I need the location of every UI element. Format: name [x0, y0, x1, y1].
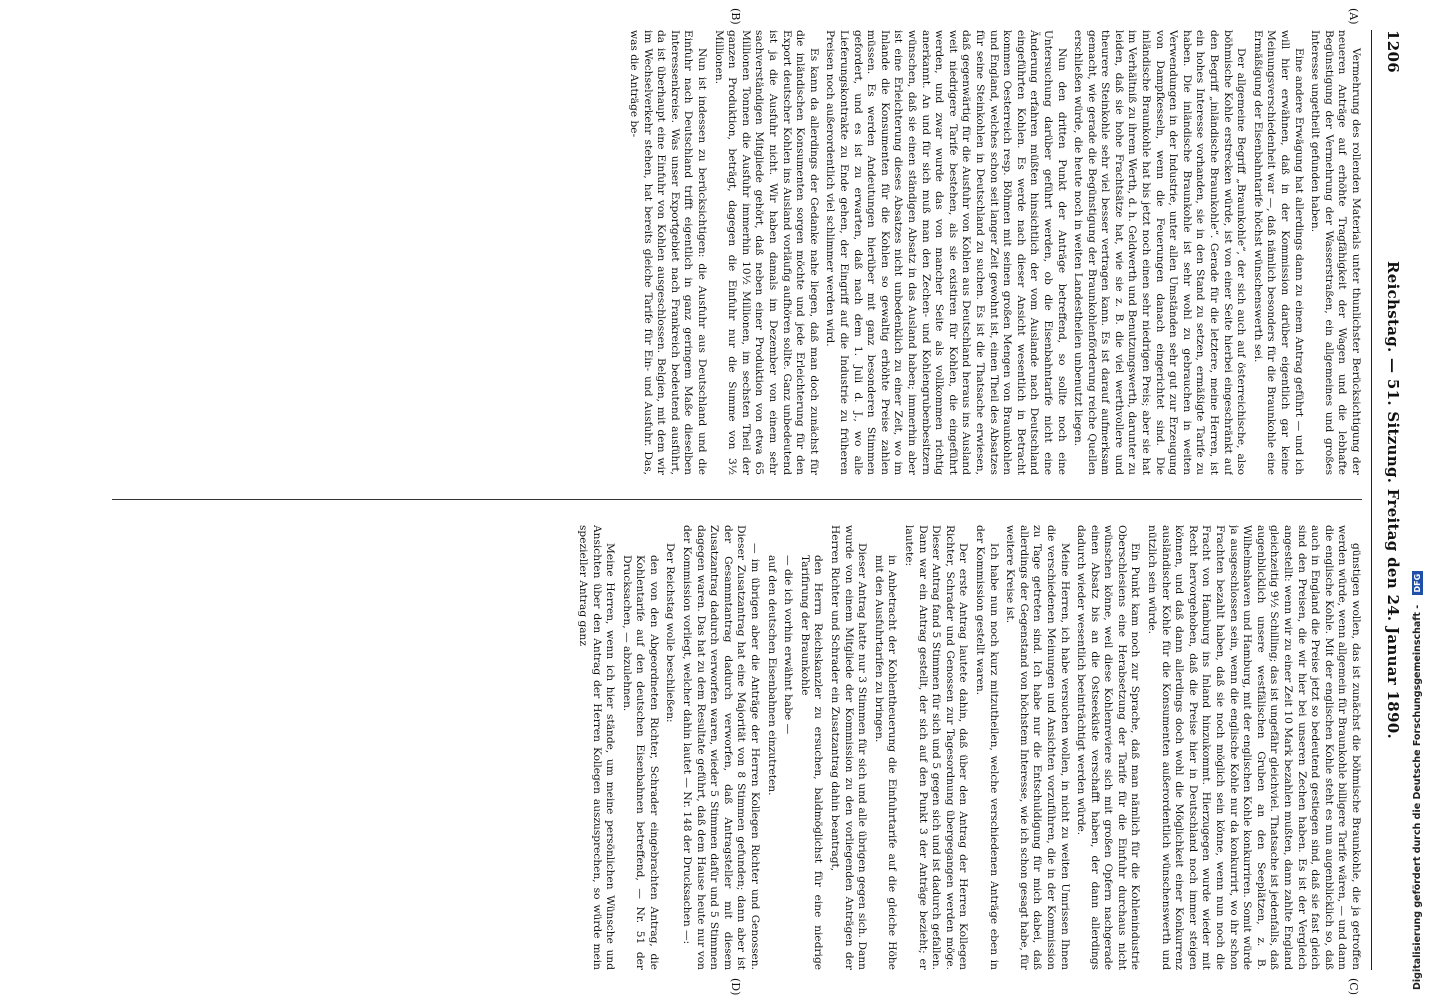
paragraph: Dieser Antrag hatte nur 3 Stimmen für sich und alle übrigen gegen sich. Dann wurde von einem Mitgliede der Kommission zu den vorliegenden Anträgen der Herren Richter und Schrader ein Zusatzantrag dahin beantragt, [829, 525, 869, 970]
digitization-credit [1412, 10, 1423, 990]
page-number: 1206 [1384, 30, 1402, 73]
margin-marker-d: (D) [729, 978, 742, 996]
header-title: Reichstag. — 51. Sitzung. Freitag den 24. Januar 1890. [1384, 260, 1402, 740]
paragraph: Meine Herren, ich habe versuchen wollen, in nicht zu weiten Umrissen Ihnen die verschiedenen Meinungen und Ansichten vorzuführen, die in der Kommission zu Tage getreten sind. Ich habe nur die Entschuldigung für mich dabei, daß allerdings der Gegenstand von höchstem Interesse, wie ich schon gesagt habe, für weitere Kreise ist. [1004, 525, 1071, 970]
quoted-motion: den Herrn Reichskanzler zu ersuchen, baldmöglichst für eine niedrige Tarifirung der Braunkohle [798, 555, 825, 970]
paragraph: — im übrigen aber die Anträge der Herren Kollegen Richter und Genossen. Dieser Zusatzantrag hat eine Majorität von 8 Stimmen gefunden; dann aber ist der Gesammtantrag dadurch verworfen, daß Antragsteller mit diesem Zusatzantrag dadurch verworfen waren, wieder 5 Stimmen dafür und 5 Stimmen dagegen waren. Das hat zu dem Resultate geführt, daß dem Hause heute nur von der Kommission vorliegt, welcher dahin lautet — Nr. 148 der Drucksachen —: [681, 525, 762, 970]
quoted-motion: in Anbetracht der Kohlentheuerung die Einfuhrtarife auf die gleiche Höhe mit den Ausfuhrtarifen zu bringen. [872, 555, 899, 970]
paragraph: Ein Punkt kam noch zur Sprache, daß man nämlich für die Kohlenindustrie Oberschlesiens eine Herabsetzung der Tarife für die Einfuhr durchaus nicht wünschen könne, weil diese Kohlenreviere sich mit großen Opfern nachgerade einen Absatz bis an die Ostseeküste verschafft haben, der dann allerdings dadurch wieder wesentlich beeinträchtigt werden würde. [1075, 525, 1142, 970]
quoted-aside: — die ich vorhin erwähnt habe — [782, 555, 795, 735]
paragraph: Ich habe nun noch kurz mitzutheilen, welche verschiedenen Anträge eben in der Kommission gestellt waren. [973, 525, 1000, 970]
paragraph: Meine Herren, wenn ich hier stände, um meine persönlichen Wünsche und Ansichten über den Antrag der Herren Kollegen auszusprechen, so würde mein spezieller Antrag ganz [576, 525, 617, 970]
margin-marker-c: (C) [1347, 978, 1360, 995]
paragraph: Nun den dritten Punkt der Anträge betreffend, so sollte noch eine Untersuchung darüber geführt werden, ob die Eisenbahntarife nicht eine Änderung erfahren müßten hinsichtlich der vom Auslande nach Deutschland eingeführten Kohlen. Es werde nach dieser Ansicht wesentlich in Betracht kommen Oesterreich resp. Böhmen mit seinen großen Mengen von Braunkohlen und England, welches schon seit langer Zeit gewohnt ist, einen Theil des Absatzes für seine Steinkohlen in Deutschland zu suchen. Es ist die Thatsache erwiesen, daß gegenwärtig für die Ausfuhr von Kohlen aus Deutschland heraus ins Ausland weit niedrigere Tarife bestehen, als sie existiren für Kohlen, die eingeführt werden, und zwar wurde das von mancher Seite als vollkommen richtig anerkannt. An und für sich muß man den Zechen- und Kohlengrubenbesitzern wünschen, daß sie einen ständigen Absatz in das Ausland haben; immerhin aber ist eine Erleichterung dieses Absatzes nicht unbedenklich zu einer Zeit, wo im Inlande die Konsumenten für die Kohlen so gewaltig erhöhte Preise zahlen müssen. Es werden Andeutungen hierüber mit ganz besonderen Stimmen gefordert, und es ist zu erwarten, daß nach dem 1. Juli d. J., wo alle Lieferungskontrakte zu Ende gehen, der Eingriff auf die Industrie zu früheren Preisen noch außerordentlich viel schlimmer werden wird. [824, 30, 1068, 475]
right-column [112, 525, 1362, 970]
quoted-motion: den von den Abgeordneten Richter, Schrader eingebrachten Antrag, die Kohlentarife auf den deutschen Eisenbahnen betreffend, — Nr. 51 der Drucksachen, — abzulehnen. [620, 555, 660, 970]
paragraph: Der Reichstag wolle beschließen: [664, 543, 677, 723]
paragraph: Es kann da allerdings der Gedanke nahe liegen, daß man doch zunächst für die inländischen Konsumenten sorgen möchte und jede Erleichterung für den Export deutscher Kohlen ins Ausland vorläufig aufhören sollte. Ganz unbedeutend ist ja die Ausfuhr nicht. Wir haben damals im Dezember von einem sehr sachverständigen Mitgliede gehört, daß neben einer Produktion von etwa 65 Millionen Tonnen die Ausfuhr immerhin 10½ Millionen, im sechsten Theil der ganzen Produktion, beträgt, dagegen die Einfuhr nur die Summe von 3½ Millionen. [712, 30, 820, 475]
margin-marker-b: (B) [729, 8, 742, 25]
credit-text: Digitalisierung gefördert durch die Deutsche Forschungsgemeinschaft - [1412, 604, 1423, 990]
left-column [112, 30, 1362, 475]
paragraph: Vermehrung des rollenden Materials unter thunlichster Berücksichtigung der neueren Anträge auf erhöhte Tragfähigkeit der Wagen und die lebhafte Begünstigung der Vermehrung der Wasserstraßen, ein allgemeines und großes Interesse ungetheilt gefunden haben. [1309, 30, 1362, 475]
column-divider [112, 499, 1362, 500]
header-rule [1371, 30, 1372, 970]
paragraph: Der allgemeine Begriff „Braunkohle“, der sich auch auf österreichische, also böhmische Kohle erstrecken würde, ist von einer Seite hierbei eingeschränkt auf den Begriff „inländische Braunkohle“. Gerade für die letztere, meine Herren, ist ein hohes Interesse vorhanden, sie in den Stand zu setzen, ermäßigte Tarife zu haben. Die inländische Braunkohle ist sehr wohl zu gebrauchen in weiten Verwendungen in der Industrie, unter allen Umständen sehr gut zur Erzeugung von Dampfkesseln, wenn die Feuerungen danach eingerichtet sind. Die inländische Braunkohle hat bis jetzt noch einen sehr niedrigen Preis; aber sie hat im Verhältniß zu ihrem Werth, d. h. Geldwerth und Benutzungswerth, darunter zu leiden, daß sie hohe Frachtsätze hat, wie sie z. B. die viel werthvollere und theurere Steinkohle sehr viel besser vertragen kann. Es ist darauf aufmerksam gemacht, wie gerade die Begünstigung der Braunkohlenförderung reiche Quellen erschließen würde, die heute noch in weiten Landestheilen unbenutzt liegen. [1072, 30, 1248, 475]
margin-marker-a: (A) [1347, 8, 1360, 25]
paragraph: Eine andere Erwägung hat allerdings dann zu einem Antrag geführt — und ich will hier erwähnen, daß in der Kommission darüber eigentlich gar keine Meinungsverschiedenheit war —, daß nämlich besonders für die Braunkohle eine Ermäßigung der Eisenbahntarife höchst wünschenswerth sei. [1251, 30, 1305, 475]
running-header [1376, 30, 1410, 970]
paragraph: günstigen wollen, das ist zunächst die böhmische Braunkohle, die ja getroffen werden würde, wenn allgemein für Braunkohle billigere Tarife wären, — und dann die englische Kohle. Mit der englischen Kohle steht es nun augenblicklich so, daß auch in England die Preise jetzt so bedeutend gestiegen sind, daß sie fast gleich sind den Preisen, die wir hier bei unseren Zechen haben. Es ist der Vergleich angestellt: wenn wir zu einer Zeit 10 Mark bezahlen mußten, dann zahlte England gleichzeitig 9½ Schilling; das ist ungefähr gleichviel. Thatsache ist jedenfalls, daß augenblicklich unsere westfälischen Gruben an den Seeplätzen, z. B. Wilhelmshaven und Hamburg, mit der englischen Kohle konkurriren. Somit würde ja ausgeschlossen sein, wenn die englische Kohle nur da konkurrirt, wo ihr schon Frachten bezahlt haben, daß sie noch möglich sein könne, wenn nun noch die Fracht von Hamburg ins Inland hinzukommt. Hierzugegen wurde wieder mit Recht hervorgehoben, daß die Preise hier in Deutschland noch immer steigen können, und daß dann allerdings doch wohl die Möglichkeit einer Konkurrenz ausländischer Kohle für die Konsumenten außerordentlich wünschenswerth und nützlich sein würde. [1146, 525, 1362, 970]
dfg-logo: DFG [1412, 571, 1423, 596]
paragraph: Der erste Antrag lautete dahin, daß über den Antrag der Herren Kollegen Richter, Schrader und Genossen zur Tagesordnung übergegangen werden möge. Dieser Antrag fand 5 Stimmen für sich und 5 gegen sich und ist dadurch gefallen. Dann war ein Antrag gestellt, der sich auf den Punkt 3 der Anträge bezieht; er lautete: [903, 525, 970, 970]
paragraph: Nun ist indessen zu berücksichtigen: die Ausfuhr aus Deutschland und die Einfuhr nach Deutschland trifft eigentlich in ganz geringem Maße dieselben Interessenkreise. Was unser Exportgebiet nach Frankreich bedeutend ausführt, da ist überhaupt eine Einfuhr von Kohlen ausgeschlossen. Belgien, mit dem wir im Wechselverkehr stehen, hat bereits gleiche Tarife für Ein- und Ausfuhr. Das, was die Anträge be- [628, 30, 709, 475]
quoted-motion: auf den deutschen Eisenbahnen einzutreten. [765, 555, 778, 796]
